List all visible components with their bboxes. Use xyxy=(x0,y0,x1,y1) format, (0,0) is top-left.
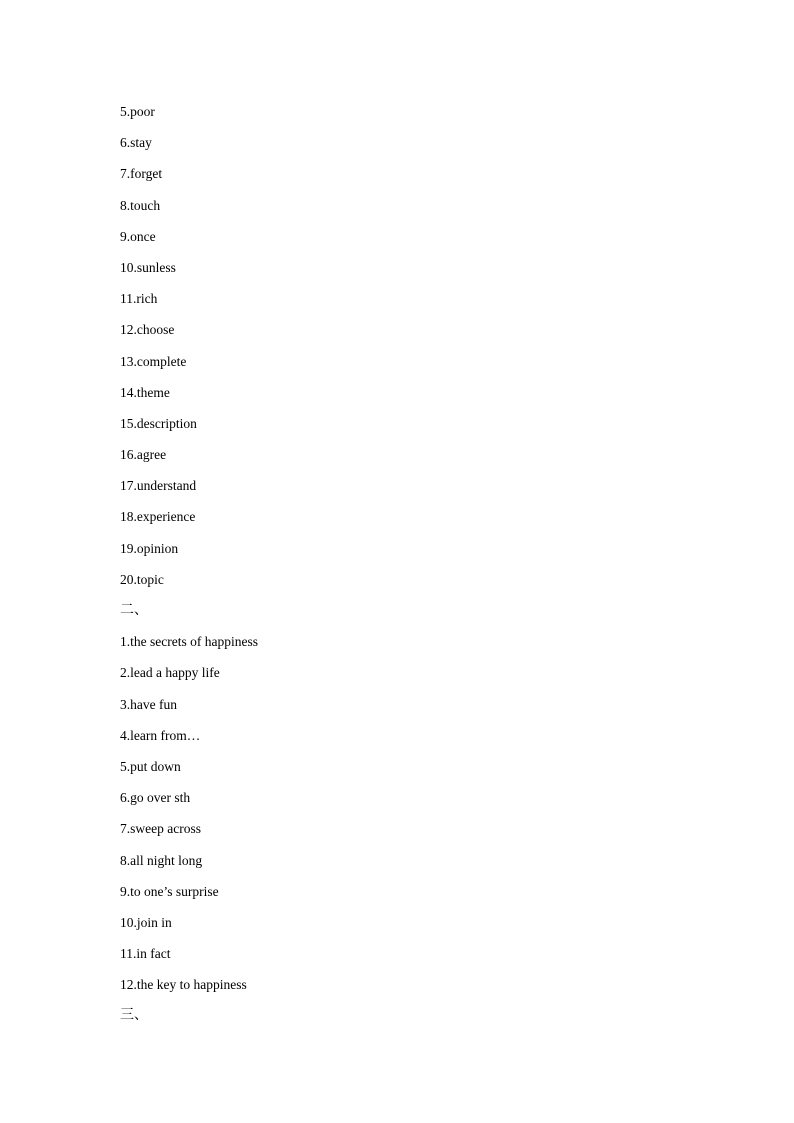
list-item: 13.complete xyxy=(120,353,187,369)
section-2-list xyxy=(120,632,720,1006)
list-item: 15.description xyxy=(120,415,197,431)
list-item: 6.stay xyxy=(120,135,152,151)
list-item: 12.the key to happiness xyxy=(120,977,247,993)
document-page xyxy=(120,102,720,1038)
list-item: 8.all night long xyxy=(120,852,203,868)
list-item: 10.sunless xyxy=(120,259,176,275)
section-3-heading: 三、 xyxy=(120,1008,148,1024)
list-item: 12.choose xyxy=(120,322,175,338)
list-item: 10.join in xyxy=(120,914,172,930)
list-item: 16.agree xyxy=(120,447,167,463)
list-item: 7.sweep across xyxy=(120,821,201,837)
list-item: 11.in fact xyxy=(120,946,171,962)
list-item: 11.rich xyxy=(120,291,158,307)
list-item: 6.go over sth xyxy=(120,790,191,806)
list-item: 18.experience xyxy=(120,509,196,525)
list-item: 5.put down xyxy=(120,758,181,774)
section-2-heading: 二、 xyxy=(120,603,148,618)
list-item: 14.theme xyxy=(120,384,170,400)
list-item: 19.opinion xyxy=(120,540,179,556)
list-item: 4.learn from… xyxy=(120,727,201,743)
list-item: 2.lead a happy life xyxy=(120,665,220,681)
list-item: 5.poor xyxy=(120,104,155,119)
section-1-list xyxy=(120,102,720,601)
list-item: 3.have fun xyxy=(120,696,177,712)
list-item: 20.topic xyxy=(120,571,164,587)
list-item: 17.understand xyxy=(120,478,197,494)
list-item: 1.the secrets of happiness xyxy=(120,634,258,650)
list-item: 7.forget xyxy=(120,166,163,182)
list-item: 8.touch xyxy=(120,197,161,213)
list-item: 9.to one’s surprise xyxy=(120,883,219,899)
list-item: 9.once xyxy=(120,228,156,244)
